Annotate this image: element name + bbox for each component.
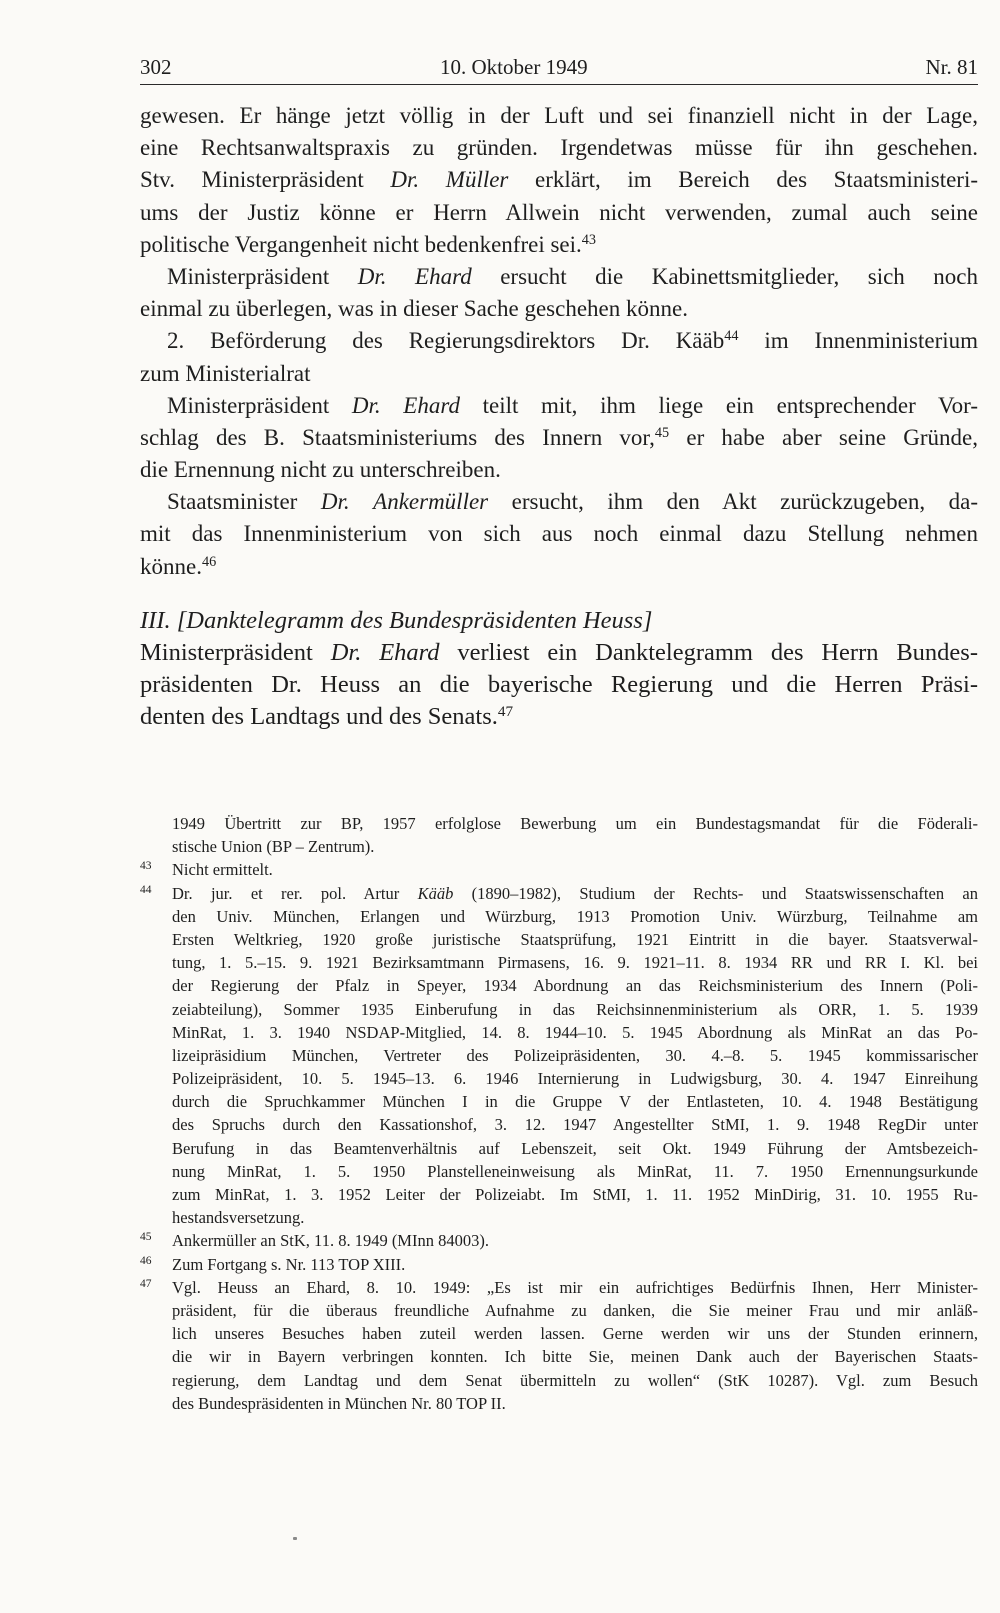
footnote-ref[interactable]: 44	[724, 328, 739, 345]
footnote-number: 43	[140, 860, 152, 873]
text-line: eine Rechtsanwaltspraxis zu gründen. Irgendetwas müsse für ihn geschehen.	[140, 135, 978, 161]
title-dr: Dr.	[320, 489, 350, 515]
main-text	[140, 100, 978, 734]
text-line: die Ernennung nicht zu unterschreiben.	[140, 457, 501, 483]
issue-number: Nr. 81	[925, 55, 978, 79]
footnote-line: Polizeipräsident, 10. 5. 1945–13. 6. 1946 Internierung in Ludwigsburg, 30. 4. 1947 Einreihung	[172, 1069, 978, 1089]
footnote-45: 45 Ankermüller an StK, 11. 8. 1949 (MInn 84003).	[140, 1231, 489, 1251]
text-line: schlag des B. Staatsministeriums des Innern vor,$^{45}$ er habe aber seine Gründe,	[140, 424, 978, 450]
text-line: mit das Innenministerium von sich aus noch einmal dazu Stellung nehmen	[140, 521, 978, 547]
footnote-line: hestandsversetzung.	[172, 1208, 305, 1228]
agenda-item: 2. Beförderung des Regierungsdirektors Dr. Kääb$^{44}$ im Innenministerium	[167, 328, 979, 354]
footnote-43: 43 Nicht ermittelt.	[140, 860, 273, 880]
footnote-46: 46 Zum Fortgang s. Nr. 113 TOP XIII.	[140, 1254, 406, 1274]
footnote-line: Ersten Weltkrieg, 1920 große juristische Staatsprüfung, 1921 Eintritt in die bayer. Staatsverwal-	[172, 929, 978, 949]
title-dr: Dr.	[357, 263, 387, 289]
footnote-line: den Univ. München, Erlangen und Würzburg, 1913 Promotion Univ. Würzburg, Teilnahme am	[172, 906, 978, 926]
running-header	[140, 50, 978, 85]
footnote-line: MinRat, 1. 3. 1940 NSDAP-Mitglied, 14. 8. 1944–10. 5. 1945 Abordnung als MinRat an das Po-	[172, 1022, 978, 1042]
footnote-line: 1949 Übertritt zur BP, 1957 erfolglose Bewerbung um ein Bundestagsmandat für die Föderali-	[172, 814, 978, 833]
footnote-ref[interactable]: 46	[201, 553, 217, 570]
text-line: Ministerpräsident Dr. Ehard ersucht die Kabinettsmitglieder, sich noch	[167, 263, 979, 289]
footnote-ref[interactable]: 43	[581, 231, 597, 248]
footnote-line: der Regierung der Pfalz in Speyer, 1934 Abordnung an das Reichsministerium des Innern (Poli-	[172, 976, 978, 996]
page-number: 302	[140, 55, 172, 79]
text-line: präsidenten Dr. Heuss an die bayerische Regierung und die Herren Präsi-	[140, 671, 978, 699]
footnote-line: lizeipräsidium München, Vertreter des Polizeipräsidenten, 30. 4.–8. 5. 1945 kommissarischer	[172, 1045, 978, 1065]
person-name: Ehard	[415, 263, 472, 289]
title-dr: Dr.	[390, 167, 420, 193]
section-heading: III. [Danktelegramm des Bundespräsidenten Heuss]	[140, 606, 653, 634]
text-line: könne.$^{46}$	[140, 553, 217, 579]
header-date: 10. Oktober 1949	[440, 55, 588, 79]
footnote-47: 47 Vgl. Heuss an Ehard, 8. 10. 1949: „Es ist mir ein aufrichtiges Bedürfnis Ihnen, Herr Minister-	[140, 1277, 978, 1297]
text-line: ums der Justiz könne er Herrn Allwein nicht verwenden, zumal auch seine	[140, 199, 978, 225]
footnote-line: des Bundespräsidenten in München Nr. 80 TOP II.	[172, 1393, 506, 1413]
footnote-line: zeiabteilung), Sommer 1935 Einberufung in das Reichsinnenministerium als ORR, 1. 5. 1939	[172, 999, 978, 1019]
footnote-line: des Spruchs durch den Kassationshof, 3. 12. 1947 Angestellter StMI, 1. 9. 1948 RegDir unter	[172, 1115, 978, 1135]
title-dr: Dr.	[351, 392, 381, 418]
footnote-line: durch die Spruchkammer München I in die Gruppe V der Entlasteten, 10. 4. 1948 Bestätigung	[172, 1092, 978, 1112]
text-line: gewesen. Er hänge jetzt völlig in der Luft und sei finanziell nicht in der Lage,	[140, 103, 978, 128]
person-name: Ehard	[379, 639, 440, 666]
footnote-line: tung, 1. 5.–15. 9. 1921 Bezirksamtmann Pirmasens, 16. 9. 1921–11. 8. 1934 RR und RR I. Kl. bei	[172, 953, 978, 973]
text-line: Ministerpräsident Dr. Ehard verliest ein Danktelegramm des Herrn Bundes-	[140, 639, 978, 666]
text-line: politische Vergangenheit nicht bedenkenfrei sei.$^{43}$	[140, 231, 597, 257]
person-name: Müller	[445, 167, 509, 193]
footnote-44: 44 Dr. jur. et rer. pol. Artur Kääb (1890–1982), Studium der Rechts- und Staatswissenschaften an	[140, 883, 978, 903]
footnote-line: Berufung in das Beamtenverhältnis auf Lebenszeit, seit Okt. 1949 Führung der Amtsbezeich-	[172, 1138, 978, 1158]
footnote-line: lich unseres Besuches haben zuteil werden lassen. Gerne werden wir uns der Stunden erinnern,	[172, 1324, 978, 1344]
footnote-ref[interactable]: 47	[497, 703, 514, 721]
text-line: einmal zu überlegen, was in dieser Sache geschehen könne.	[140, 296, 688, 322]
footnote-ref[interactable]: 45	[654, 425, 670, 442]
text-line: Ministerpräsident Dr. Ehard teilt mit, ihm liege ein entsprechender Vor-	[167, 392, 978, 418]
footnote-number: 46	[140, 1254, 152, 1267]
title-dr: Dr.	[330, 639, 362, 666]
footnote-number: 47	[140, 1277, 152, 1290]
person-name: Kääb	[417, 883, 454, 903]
footnote-line: präsident, für die überaus freundliche Aufnahme zu danken, die Sie meiner Frau und mir anläß-	[172, 1300, 978, 1320]
text-line: denten des Landtags und des Senats.$^{47}$	[140, 703, 514, 731]
footnote-line: die wir in Bayern verbringen konnten. Ich bitte Sie, meinen Dank auch der Bayerischen Staats-	[172, 1347, 978, 1367]
text-line: Staatsminister Dr. Ankermüller ersucht, ihm den Akt zurückzugeben, da-	[167, 489, 978, 515]
footnote-line: regierung, dem Landtag und dem Senat übermitteln zu wollen“ (StK 10287). Vgl. zum Besuch	[172, 1370, 978, 1390]
text-line: Stv. Ministerpräsident Dr. Müller erklärt, im Bereich des Staatsministeri-	[140, 167, 979, 193]
footnote-line: nung MinRat, 1. 5. 1950 Planstelleneinweisung als MinRat, 11. 7. 1950 Ernennungsurkunde	[172, 1161, 978, 1181]
footnote-line: zum MinRat, 1. 3. 1952 Leiter der Polizeiabt. Im StMI, 1. 11. 1952 MinDirig, 31. 10. 1955 Ru-	[172, 1185, 978, 1204]
person-name: Ehard	[403, 392, 460, 418]
footnote-number: 44	[140, 883, 152, 896]
scan-speck	[293, 1537, 297, 1540]
person-name: Ankermüller	[373, 489, 489, 515]
agenda-item-cont: zum Ministerialrat	[140, 360, 311, 386]
footnote-line: stische Union (BP – Zentrum).	[172, 837, 375, 857]
footnote-number: 45	[140, 1231, 152, 1244]
footnotes	[140, 812, 978, 1415]
